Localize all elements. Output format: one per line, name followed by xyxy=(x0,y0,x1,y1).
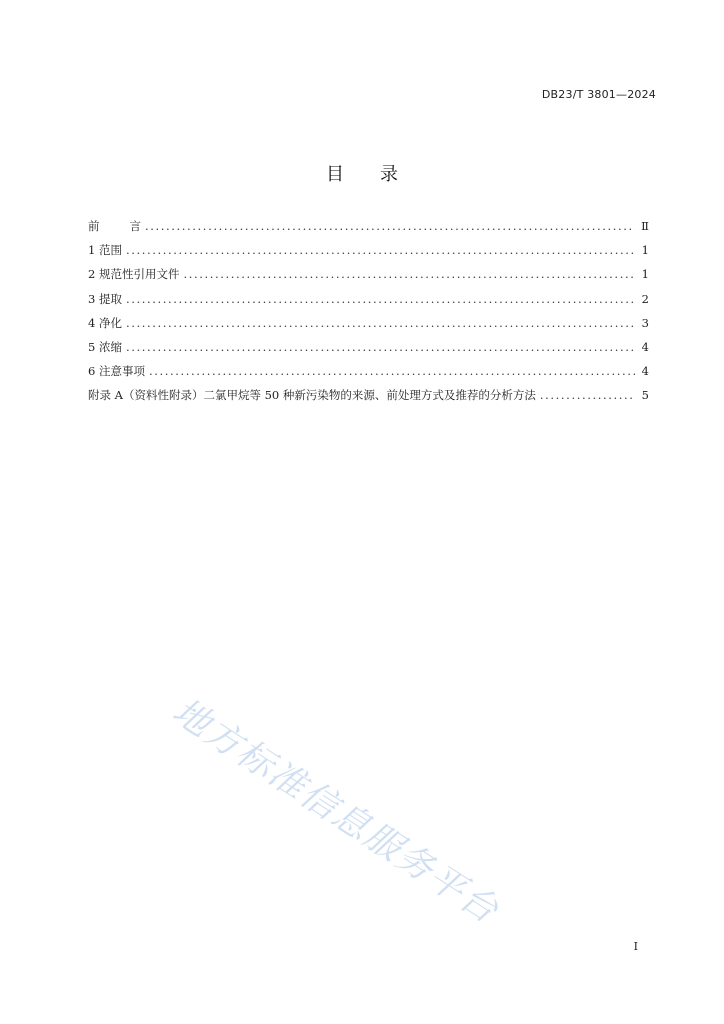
toc-entry-notes[interactable] xyxy=(88,363,649,387)
toc-leader-dots xyxy=(149,364,635,378)
toc-entry-page: 5 xyxy=(641,388,649,403)
toc-title xyxy=(0,160,724,186)
toc-entry-appendix-a[interactable] xyxy=(88,387,649,411)
toc-entry-label: 1 范围 xyxy=(88,243,122,258)
toc-entry-page: 4 xyxy=(641,364,649,379)
toc-entry-label: 3 提取 xyxy=(88,291,122,306)
toc-entry-extraction[interactable] xyxy=(88,291,649,315)
toc-entry-scope[interactable] xyxy=(88,242,649,266)
toc-entry-label: 6 注意事项 xyxy=(88,364,145,379)
toc-leader-dots xyxy=(540,388,635,402)
page-number: I xyxy=(633,940,638,953)
toc-entry-foreword[interactable] xyxy=(88,218,649,242)
toc-entry-page: 3 xyxy=(641,315,649,330)
toc-entry-label: 前 言 xyxy=(88,219,141,233)
toc-entry-concentration[interactable] xyxy=(88,339,649,363)
toc-entry-label: 附录 A（资料性附录）二氯甲烷等 50 种新污染物的来源、前处理方式及推荐的分析方法 xyxy=(88,388,536,403)
toc-entry-page: 1 xyxy=(641,243,649,258)
watermark: 地方标准信息服务平台 xyxy=(165,690,507,933)
toc-leader-dots xyxy=(126,243,635,257)
toc-leader-dots xyxy=(126,340,635,354)
toc-entry-label: 5 浓缩 xyxy=(88,339,122,354)
toc-entry-normative-references[interactable] xyxy=(88,266,649,290)
toc-entry-page: 2 xyxy=(641,291,649,306)
toc-entry-page: 4 xyxy=(641,339,649,354)
toc-leader-dots xyxy=(145,219,635,233)
toc-leader-dots xyxy=(126,292,635,306)
toc-entry-page: 1 xyxy=(641,267,649,282)
toc-leader-dots xyxy=(126,316,635,330)
toc-entry-label: 4 净化 xyxy=(88,315,122,330)
toc-entry-page: Ⅱ xyxy=(641,219,649,233)
document-code: DB23/T 3801—2024 xyxy=(541,88,656,101)
toc-leader-dots xyxy=(183,267,635,281)
table-of-contents xyxy=(88,218,649,412)
toc-entry-purification[interactable] xyxy=(88,315,649,339)
toc-entry-label: 2 规范性引用文件 xyxy=(88,267,180,282)
toc-title-right: 录 xyxy=(380,164,398,185)
toc-title-left: 目 xyxy=(326,164,344,185)
